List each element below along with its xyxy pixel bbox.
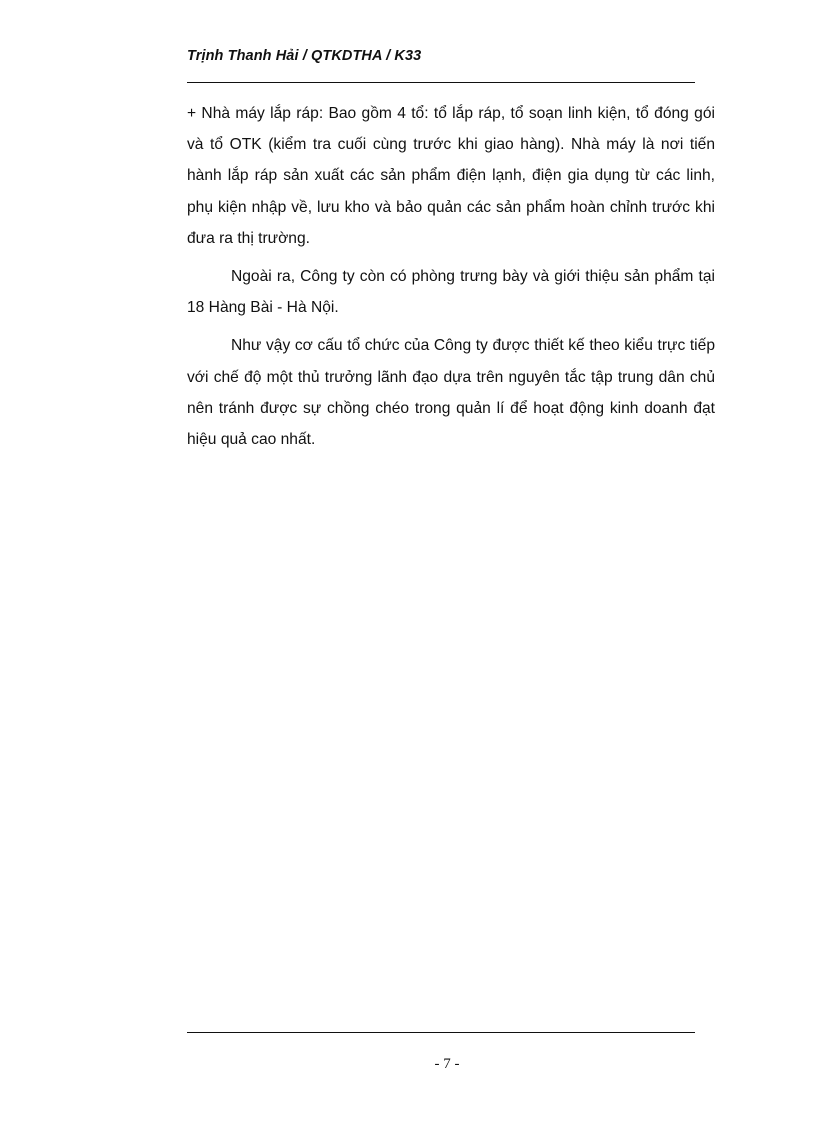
document-body <box>187 98 715 462</box>
footer-divider <box>187 1032 695 1033</box>
header-divider <box>187 82 695 83</box>
page-header-title: Trịnh Thanh Hải / QTKDTHA / K33 <box>187 48 422 64</box>
paragraph-assembly-plant: + Nhà máy lắp ráp: Bao gồm 4 tổ: tổ lắp ráp, tổ soạn linh kiện, tổ đóng gói và tổ OTK (kiểm tra cuối cùng trước khi giao hàng). Nhà máy là nơi tiến hành lắp ráp sản xuất các sản phẩm điện lạnh, điện gia dụng từ các linh, phụ kiện nhập về, lưu kho và bảo quản các sản phẩm hoàn chỉnh trước khi đưa ra thị trường. <box>187 105 715 247</box>
paragraph-conclusion: Như vậy cơ cấu tổ chức của Công ty được thiết kế theo kiểu trực tiếp với chế độ một thủ trưởng lãnh đạo dựa trên nguyên tắc tập trung dân chủ nên tránh được sự chồng chéo trong quản lí để hoạt động kinh doanh đạt hiệu quả cao nhất. <box>187 337 715 449</box>
page-number: - 7 - <box>434 1056 460 1072</box>
paragraph-showroom: Ngoài ra, Công ty còn có phòng trưng bày và giới thiệu sản phẩm tại 18 Hàng Bài - Hà Nội. <box>187 268 715 317</box>
